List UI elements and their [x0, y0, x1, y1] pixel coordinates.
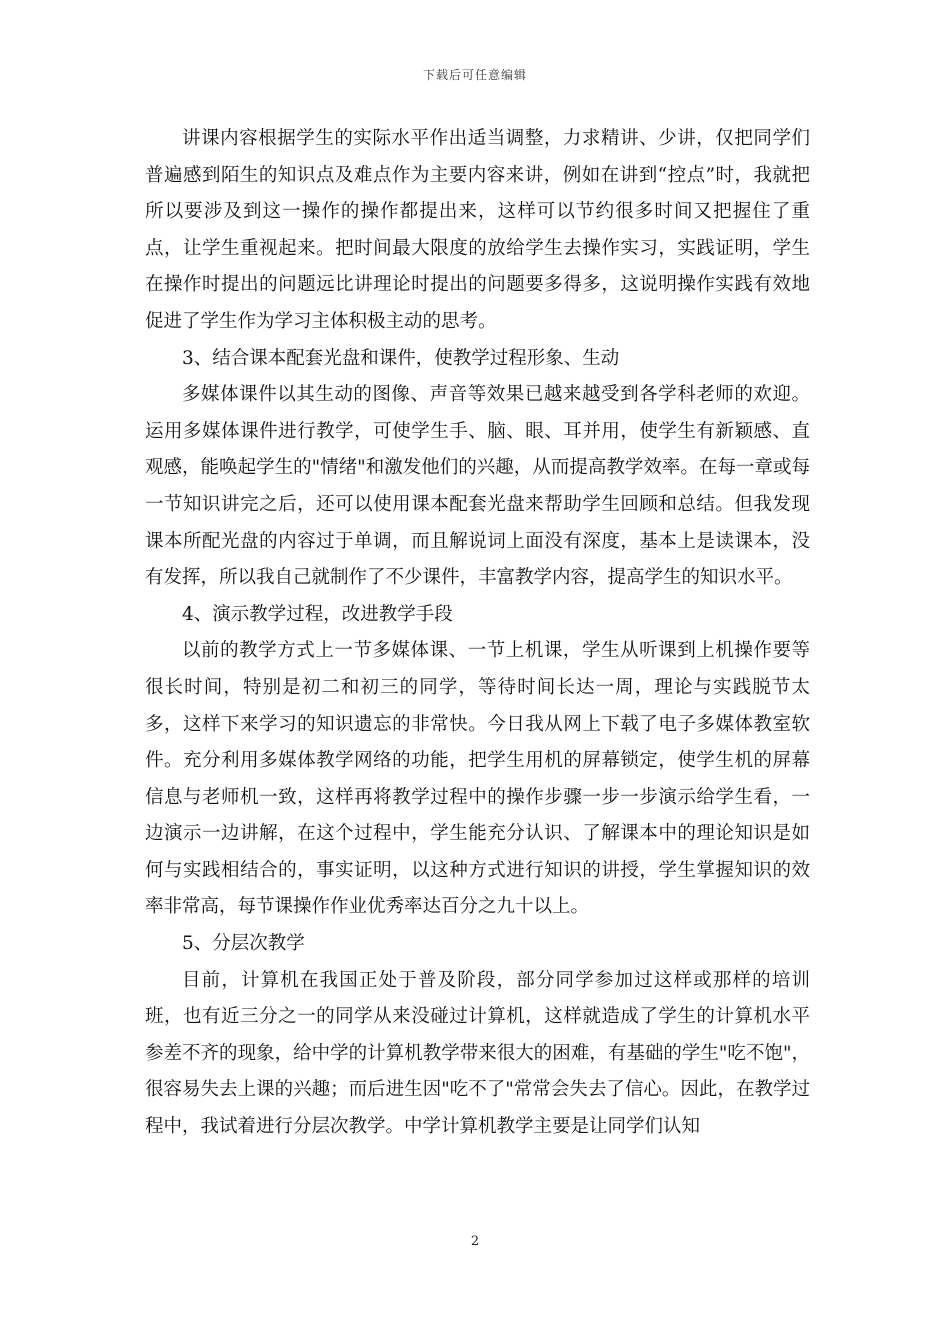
section-heading-3: 3、结合课本配套光盘和课件，使教学过程形象、生动 — [182, 347, 620, 369]
document-body — [145, 121, 810, 1146]
section-heading-4: 4、演示教学过程，改进教学手段 — [182, 603, 453, 625]
paragraph-demonstration: 以前的教学方式上一节多媒体课、一节上机课，学生从听课到上机操作要等很长时间，特别是初二和初三的同学，等待时间长达一周，理论与实践脱节太多，这样下来学习的知识遗忘的非常快。今日我从网上下载了电子多媒体教室软件。充分利用多媒体教学网络的功能，把学生用机的屏幕锁定，使学生机的屏幕信息与老师机一致，这样再将教学过程中的操作步骤一步一步演示给学生看，一边演示一边讲解，在这个过程中，学生能充分认识、了解课本中的理论知识是如何与实践相结合的，事实证明，以这种方式进行知识的讲授，学生掌握知识的效率非常高，每节课操作作业优秀率达百分之九十以上。 — [145, 640, 810, 918]
paragraph-layered-teaching: 目前，计算机在我国正处于普及阶段，部分同学参加过这样或那样的培训班，也有近三分之一的同学从来没碰过计算机，这样就造成了学生的计算机水平参差不齐的现象，给中学的计算机教学带来很大的困难，有基础的学生"吃不饱"，很容易失去上课的兴趣；而后进生因"吃不了"常常会失去了信心。因此，在教学过程中，我试着进行分层次教学。中学计算机教学主要是让同学们认知 — [145, 969, 810, 1138]
paragraph-multimedia: 多媒体课件以其生动的图像、声音等效果已越来越受到各学科老师的欢迎。运用多媒体课件进行教学，可使学生手、脑、眼、耳并用，使学生有新颖感、直观感，能唤起学生的"情绪"和激发他们的兴趣，从而提高教学效率。在每一章或每一节知识讲完之后，还可以使用课本配套光盘来帮助学生回顾和总结。但我发现课本所配光盘的内容过于单调，而且解说词上面没有深度，基本上是读课本，没有发挥，所以我自己就制作了不少课件，丰富教学内容，提高学生的知识水平。 — [145, 384, 810, 589]
page-number: 2 — [470, 1234, 480, 1249]
section-heading-5: 5、分层次教学 — [182, 933, 305, 955]
paragraph-lecture-content: 讲课内容根据学生的实际水平作出适当调整，力求精讲、少讲，仅把同学们普遍感到陌生的知识点及难点作为主要内容来讲，例如在讲到“控点”时，我就把所以要涉及到这一操作的操作都提出来，这样可以节约很多时间又把握住了重点，让学生重视起来。把时间最大限度的放给学生去操作实习，实践证明，学生在操作时提出的问题远比讲理论时提出的问题要多得多，这说明操作实践有效地促进了学生作为学习主体积极主动的思考。 — [145, 128, 810, 332]
page-header: 下载后可任意编辑 — [422, 68, 527, 82]
